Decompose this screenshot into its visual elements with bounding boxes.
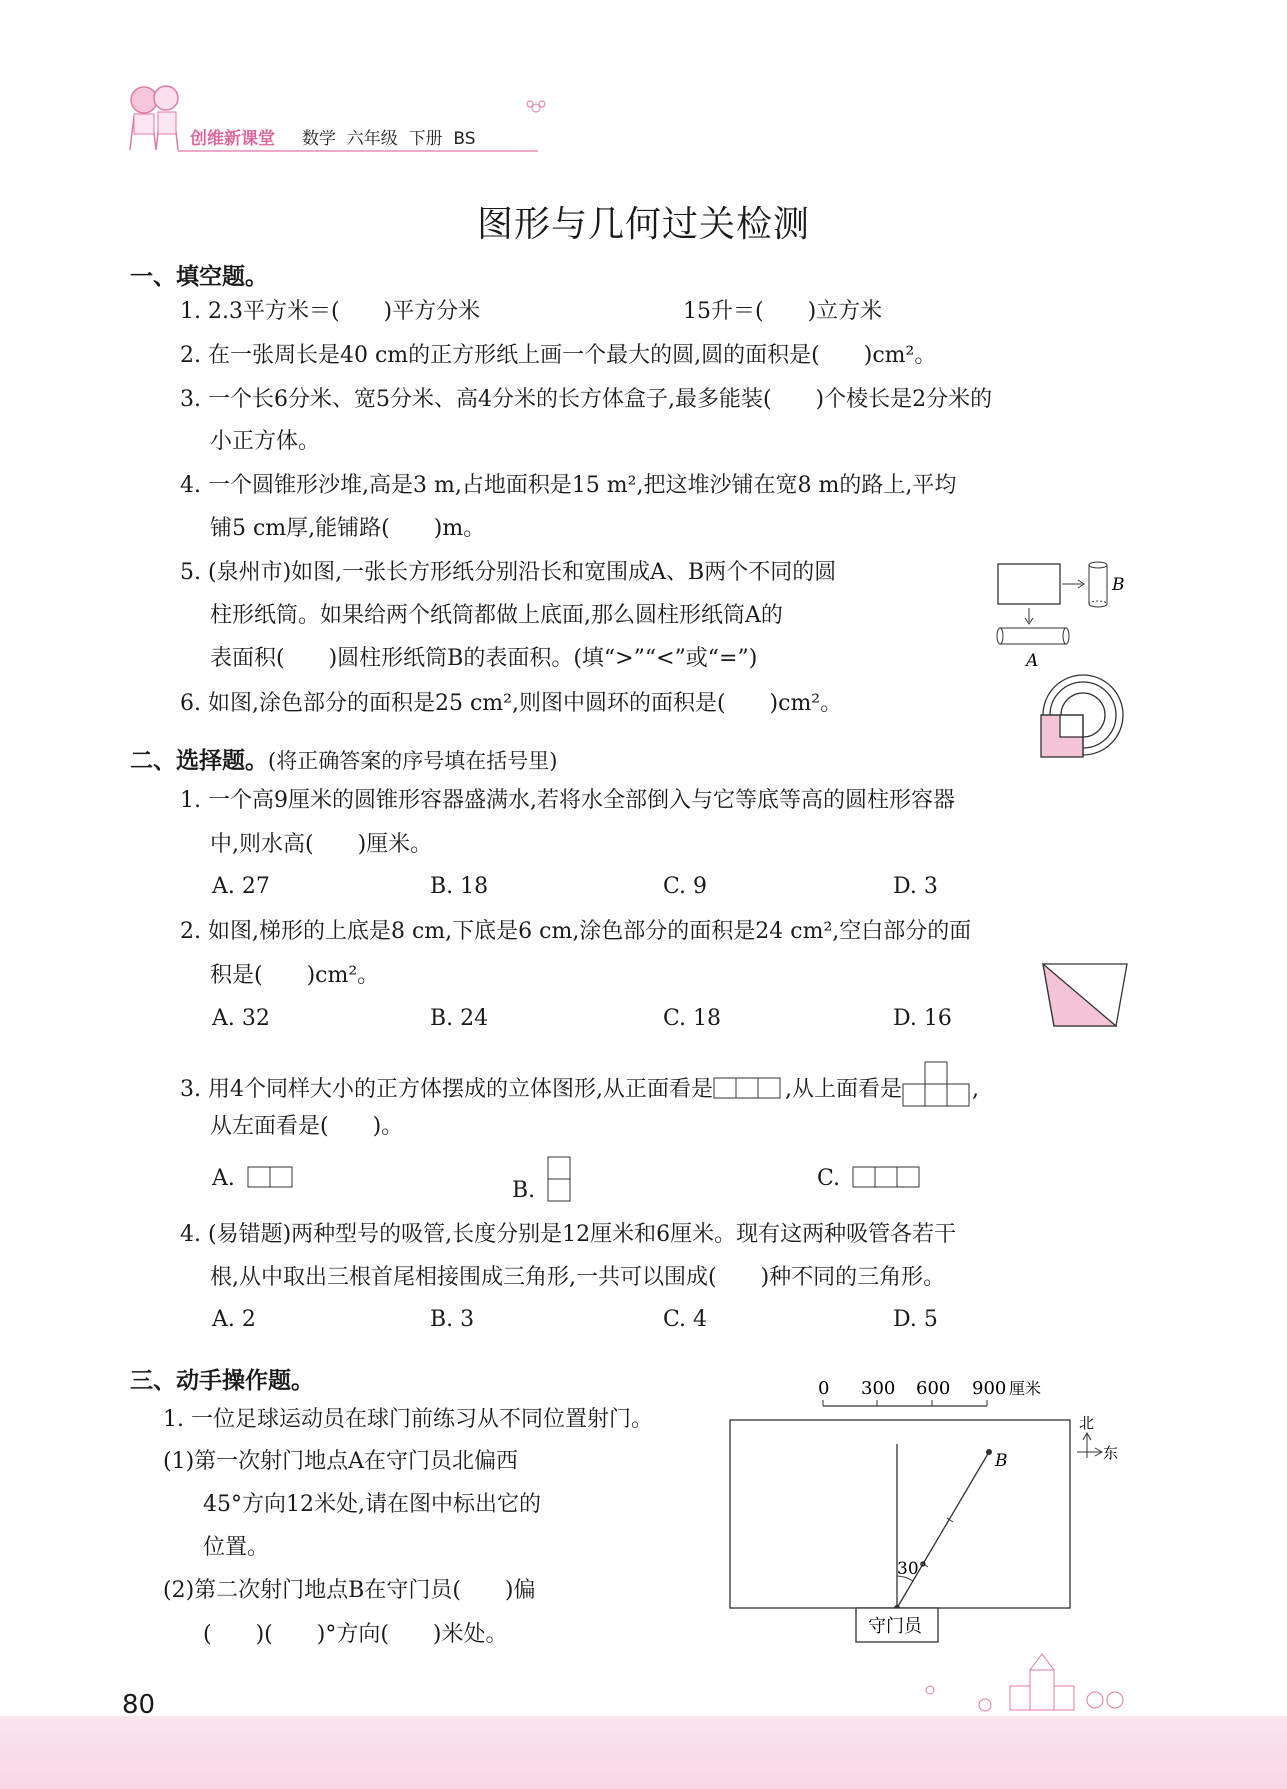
choice-q1-option-d: D. 3 [893, 874, 938, 899]
compass-east-label: 东 [1103, 1444, 1119, 1462]
fill-q5-line2: 柱形纸筒。如果给两个纸筒都做上底面,那么圆柱形纸筒A的 [210, 603, 783, 628]
brand-name: 创维新课堂 [190, 129, 275, 149]
choice-q2-line1: 2. 如图,梯形的上底是8 cm,下底是6 cm,涂色部分的面积是24 cm²,空白部分的面 [180, 919, 972, 944]
q6-ring-figure [1038, 670, 1128, 760]
footer-band [0, 1716, 1287, 1789]
choice-q1-option-c: C. 9 [663, 874, 708, 899]
top-view-icon [902, 1060, 972, 1108]
scale-unit: 厘米 [1009, 1379, 1042, 1398]
book-info: 数学 六年级 下册 BS [302, 129, 476, 149]
choice-q4-option-d: D. 5 [893, 1307, 938, 1332]
scale-label-900: 900 [972, 1378, 1007, 1399]
section-choice-note: (将正确答案的序号填在括号里) [268, 749, 558, 773]
fill-q3-line1: 3. 一个长6分米、宽5分米、高4分米的长方体盒子,最多能装( )个棱长是2分米的 [180, 387, 993, 412]
operate-p2-line1: (2)第二次射门地点B在守门员( )偏 [163, 1578, 536, 1603]
operate-p1-line1: (1)第一次射门地点A在守门员北偏西 [163, 1449, 519, 1474]
choice-q3-option-c-label: C. [817, 1166, 841, 1191]
choice-q4-line2: 根,从中取出三根首尾相接围成三角形,一共可以围成( )种不同的三角形。 [210, 1265, 946, 1290]
flower-decoration-icon [525, 98, 547, 118]
choice-q1-line2: 中,则水高( )厘米。 [210, 832, 433, 857]
choice-q3-option-a-label: A. [212, 1166, 235, 1191]
fill-q1-part2: 15升＝( )立方米 [683, 299, 883, 324]
choice-q2-option-c: C. 18 [663, 1006, 722, 1031]
choice-q2-option-d: D. 16 [893, 1006, 952, 1031]
choice-q1-option-b: B. 18 [430, 874, 489, 899]
scale-label-0: 0 [818, 1378, 830, 1399]
fill-q5-line1: 5. (泉州市)如图,一张长方形纸分别沿长和宽围成A、B两个不同的圆 [180, 560, 837, 585]
section-choice-title: 二、选择题。 [130, 748, 268, 774]
choice-q3-line1 [180, 1060, 979, 1108]
choice-q3-text3: , [971, 1077, 979, 1102]
choice-q3-line2: 从左面看是( )。 [210, 1114, 404, 1139]
q5-label-b: B [1112, 575, 1125, 595]
choice-q3-option-c [817, 1165, 921, 1191]
choice-q1-line1: 1. 一个高9厘米的圆锥形容器盛满水,若将水全部倒入与它等底等高的圆柱形容器 [180, 788, 955, 813]
choice-q4-option-a: A. 2 [212, 1307, 256, 1332]
castle-decoration-icon [890, 1650, 1140, 1720]
fill-q1-part1: 1. 2.3平方米＝( )平方分米 [180, 299, 481, 324]
scale-label-300: 300 [861, 1378, 896, 1399]
map-angle-label: 30° [897, 1559, 928, 1579]
option-a-view-icon [242, 1165, 292, 1189]
choice-q2-line2: 积是( )cm²。 [210, 963, 380, 988]
goal-map-figure [725, 1370, 1145, 1650]
fill-q5-line3: 表面积( )圆柱形纸筒B的表面积。(填“>”“<”或“=”) [210, 646, 758, 671]
q2-trapezoid-figure [1040, 960, 1130, 1030]
operate-p1-line2: 45°方向12米处,请在图中标出它的 [203, 1492, 541, 1517]
choice-q3-option-b [512, 1165, 574, 1209]
q5-label-a: A [1026, 651, 1039, 671]
choice-q3-text2: ,从上面看是 [784, 1077, 902, 1102]
fill-q6: 6. 如图,涂色部分的面积是25 cm²,则图中圆环的面积是( )cm²。 [180, 691, 843, 716]
fill-q4-line1: 4. 一个圆锥形沙堆,高是3 m,占地面积是15 m²,把这堆沙铺在宽8 m的路上,平均 [180, 473, 957, 498]
choice-q3-option-a [212, 1165, 292, 1191]
option-c-view-icon [847, 1165, 921, 1189]
compass-north-label: 北 [1079, 1414, 1095, 1432]
choice-q2-option-a: A. 32 [212, 1006, 270, 1031]
operate-q1: 1. 一位足球运动员在球门前练习从不同位置射门。 [163, 1407, 653, 1432]
page-number: 80 [122, 1690, 156, 1720]
choice-q2-option-b: B. 24 [430, 1006, 489, 1031]
choice-q4-option-c: C. 4 [663, 1307, 708, 1332]
keeper-label: 守门员 [868, 1616, 922, 1637]
fill-q4-line2: 铺5 cm厚,能铺路( )m。 [210, 516, 486, 541]
section-fill-heading: 一、填空题。 [130, 264, 268, 290]
header-divider [178, 150, 538, 152]
scale-label-600: 600 [916, 1378, 951, 1399]
choice-q1-option-a: A. 27 [212, 874, 270, 899]
fill-q2: 2. 在一张周长是40 cm的正方形纸上画一个最大的圆,圆的面积是( )cm²。 [180, 343, 937, 368]
operate-p2-line2: ( )( )°方向( )米处。 [203, 1622, 508, 1647]
operate-p1-line3: 位置。 [203, 1535, 270, 1560]
map-point-b: B [995, 1451, 1008, 1471]
section-operate-heading: 三、动手操作题。 [130, 1368, 314, 1394]
fill-q3-line2: 小正方体。 [210, 429, 321, 454]
choice-q4-option-b: B. 3 [430, 1307, 475, 1332]
choice-q4-line1: 4. (易错题)两种型号的吸管,长度分别是12厘米和6厘米。现有这两种吸管各若干 [180, 1222, 957, 1247]
section-choice-heading [130, 742, 557, 775]
page-title: 图形与几何过关检测 [476, 204, 810, 245]
kids-logo-icon [122, 78, 192, 158]
choice-q3-text1: 3. 用4个同样大小的正方体摆成的立体图形,从正面看是 [180, 1077, 713, 1102]
q5-cylinder-figure [990, 556, 1140, 671]
choice-q3-option-b-label: B. [512, 1178, 536, 1203]
option-b-view-icon [542, 1165, 574, 1209]
front-view-icon [713, 1076, 785, 1100]
page-header [122, 78, 522, 158]
